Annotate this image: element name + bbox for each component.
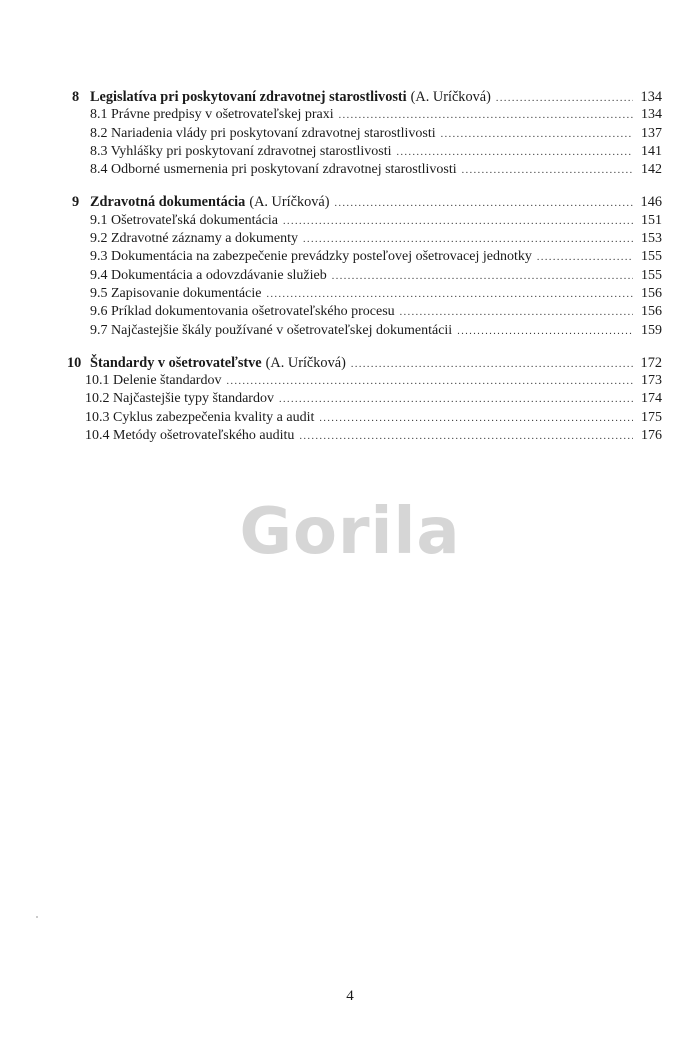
dot-leader (339, 107, 633, 125)
dot-leader (283, 213, 633, 231)
section-title: 9.6 Príklad dokumentovania ošetrovateľského procesu (90, 304, 395, 320)
page-ref: 176 (641, 428, 662, 444)
page-ref: 146 (640, 194, 662, 211)
section-title: 8.1 Právne predpisy v ošetrovateľskej praxi (90, 107, 334, 123)
chapter-title: Legislatíva pri poskytovaní zdravotnej starostlivosti (90, 89, 407, 105)
section-title: 9.7 Najčastejšie škály používané v ošetrovateľskej dokumentácii (90, 322, 453, 338)
page-ref: 141 (641, 143, 662, 159)
chapter-author: (A. Uríčková) (410, 89, 491, 105)
dot-leader (496, 90, 633, 108)
page-ref: 137 (641, 125, 662, 141)
chapter-8 (72, 88, 662, 179)
toc-entry (72, 248, 662, 266)
section-title: 8.4 Odborné usmernenia pri poskytovaní zdravotnej starostlivosti (90, 162, 457, 178)
section-title: 9.1 Ošetrovateľská dokumentácia (90, 212, 279, 228)
dot-leader (319, 410, 633, 428)
section-title: 10.2 Najčastejšie typy štandardov (85, 391, 274, 407)
page-number: 4 (346, 988, 354, 1004)
toc-entry (72, 143, 662, 161)
toc-entry (72, 161, 662, 179)
page-ref: 142 (641, 162, 662, 178)
dot-leader (462, 162, 633, 180)
section-title: 9.3 Dokumentácia na zabezpečenie prevádzky posteľovej ošetrovacej jednotky (90, 249, 532, 265)
toc-entry (72, 125, 662, 143)
page-ref: 175 (641, 409, 662, 425)
dot-leader (537, 249, 633, 267)
page-ref: 155 (641, 267, 662, 283)
chapter-number: 8 (72, 89, 80, 105)
page-ref: 151 (641, 212, 662, 228)
toc-entry (72, 390, 662, 408)
dot-leader (457, 323, 633, 341)
dot-leader (332, 268, 633, 286)
dot-leader (226, 373, 633, 391)
chapter-10 (67, 354, 662, 445)
chapter-number: 10 (67, 354, 82, 371)
page-ref: 159 (641, 322, 662, 338)
section-title: 10.3 Cyklus zabezpečenia kvality a audit (85, 409, 315, 425)
chapter-title: Zdravotná dokumentácia (90, 194, 246, 211)
dot-leader (279, 391, 633, 409)
page-ref: 155 (641, 249, 662, 265)
scan-speck (36, 916, 38, 918)
table-of-contents (67, 88, 662, 459)
page-ref: 134 (640, 89, 662, 105)
dot-leader (335, 195, 633, 213)
dot-leader (299, 428, 633, 446)
chapter-heading (67, 354, 662, 372)
chapter-title: Štandardy v ošetrovateľstve (90, 354, 262, 371)
toc-entry (72, 212, 662, 230)
dot-leader (400, 304, 633, 322)
chapter-9 (72, 193, 662, 339)
page-ref: 156 (641, 285, 662, 301)
toc-entry (72, 230, 662, 248)
page-ref: 172 (640, 354, 662, 371)
toc-entry (72, 427, 662, 445)
section-title: 8.3 Vyhlášky pri poskytovaní zdravotnej starostlivosti (90, 143, 392, 159)
section-title: 8.2 Nariadenia vlády pri poskytovaní zdravotnej starostlivosti (90, 125, 436, 141)
page-ref: 134 (641, 107, 662, 123)
toc-entry (72, 303, 662, 321)
dot-leader (303, 231, 633, 249)
section-title: 9.4 Dokumentácia a odovzdávanie služieb (90, 267, 327, 283)
dot-leader (441, 126, 633, 144)
chapter-author: (A. Uríčková) (249, 194, 330, 211)
dot-leader (397, 144, 634, 162)
section-title: 10.1 Delenie štandardov (85, 373, 222, 389)
toc-entry (72, 322, 662, 340)
chapter-heading (72, 193, 662, 211)
page-ref: 174 (641, 391, 662, 407)
section-title: 10.4 Metódy ošetrovateľského auditu (85, 428, 295, 444)
page-ref: 153 (641, 231, 662, 247)
section-title: 9.2 Zdravotné záznamy a dokumenty (90, 231, 298, 247)
chapter-heading (72, 88, 662, 106)
toc-entry (72, 372, 662, 390)
toc-entry (72, 409, 662, 427)
toc-entry (72, 267, 662, 285)
section-title: 9.5 Zapisovanie dokumentácie (90, 285, 262, 301)
toc-entry (72, 285, 662, 303)
page-ref: 173 (641, 373, 662, 389)
chapter-number: 9 (72, 194, 80, 211)
dot-leader (266, 286, 633, 304)
watermark-logo: Gorila (239, 495, 461, 569)
dot-leader (351, 356, 633, 374)
page-ref: 156 (641, 304, 662, 320)
chapter-author: (A. Uríčková) (265, 354, 346, 371)
toc-entry (72, 106, 662, 124)
